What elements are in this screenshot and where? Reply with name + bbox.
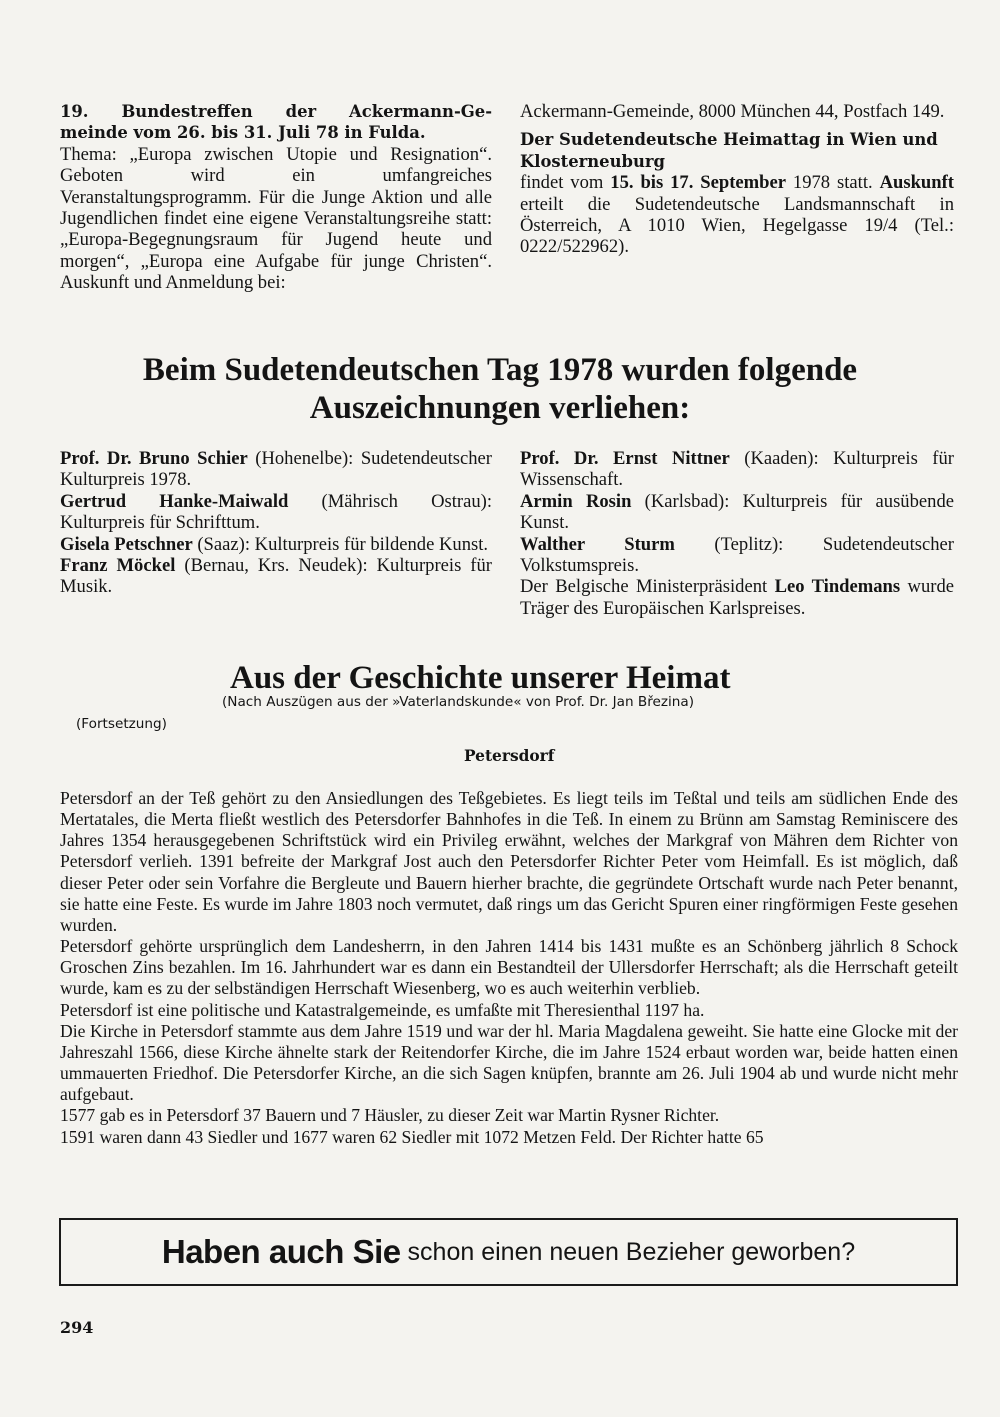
award-entry: Gisela Petschner (Saaz): Kulturpreis für bildende Kunst.	[60, 533, 489, 555]
continuation-label: (Fortsetzung)	[76, 716, 167, 732]
subscriber-banner	[59, 1218, 958, 1286]
article-paragraph: Petersdorf ist eine politische und Katastralgemeinde, es umfaßte mit Theresienthal 1197 ha.	[60, 999, 705, 1020]
awards-headline: Beim Sudetendeutschen Tag 1978 wurden folgende Auszeichnungen verliehen:	[142, 352, 858, 426]
awards-list-left	[60, 448, 492, 598]
article-paragraph: Die Kirche in Petersdorf stammte aus dem Jahre 1519 und war der hl. Maria Magdalena geweiht. Sie hatte eine Glocke mit der Jahreszahl 1566, diese Kirche ähnelte stark der Reitendorfer Kirche, die im Jahre 1524 erbaut worden war, beide hatten einen ummauerten Friedhof. Die Petersdorfer Kirche, an die sich Sagen knüpfen, brannte am 26. Juli 1904 ab und wurde nicht mehr aufgebaut.	[60, 1020, 958, 1105]
banner-regular-text: schon einen neuen Bezieher geworben?	[400, 1237, 856, 1266]
article-paragraph: Petersdorf gehörte ursprünglich dem Landesherrn, in den Jahren 1414 bis 1431 mußte es an Schönberg jährlich 8 Schock Groschen Zins bezahlen. Im 16. Jahrhundert war es dann ein Bestandteil der Ullersdorfer Herrschaft; als die Herrschaft geteilt wurde, kam es zu der selbständigen Herrschaft Wiesenberg, wo es auch weiterhin verblieb.	[60, 936, 958, 999]
article-paragraph: Petersdorf an der Teß gehört zu den Ansiedlungen des Teßgebietes. Es liegt teils im Teßtal und teils am südlichen Ende des Mertatales, die Merta fließt westlich des Petersdorfer Bahnhofes in die Teß. In einem zu Brünn am Samstag Reminiscere des Jahres 1354 herausgegebenen Schriftstück wird ein Privileg erwähnt, welches der Markgraf von Mähren dem Richter von Petersdorf verlieh. 1391 befreite der Markgraf Jost auch den Petersdorfer Richter Peter vom Heimfall. Es ist möglich, daß dieser Peter oder sein Vorfahre die Bergleute und Bauern hierher brachte, die gegründete Ortschaft wurde nach Peter benannt, sie hatte eine Feste. Es wurde im Jahre 1803 noch vermutet, daß rings um das Gericht Spuren einer ringförmigen Feste gesehen wurden.	[60, 788, 958, 935]
history-title: Aus der Geschichte unserer Heimat	[230, 660, 731, 696]
event-text-fulda: Thema: „Europa zwischen Utopie und Resignation“. Geboten wird ein umfangreiches Veranstaltungsprogramm. Für die Junge Aktion und alle Jugendlichen findet eine eigene Veranstaltungsreihe statt: „Europa-Begegnungsraum für Jugend heute und morgen“, „Europa eine Aufgabe für junge Christen“. Auskunft und Anmeldung bei:	[60, 143, 492, 294]
article-paragraph: 1591 waren dann 43 Siedler und 1677 waren 62 Siedler mit 1072 Metzen Feld. Der Richter hatte 65	[60, 1126, 764, 1147]
event-notice-vienna	[520, 101, 954, 258]
auskunft-label: Auskunft	[879, 172, 954, 194]
award-entry: Franz Möckel (Bernau, Krs. Neudek): Kulturpreis für Musik.	[60, 555, 492, 598]
section-title-petersdorf: Petersdorf	[464, 747, 555, 765]
awards-list-right	[520, 448, 954, 619]
page-number: 294	[60, 1318, 94, 1337]
banner-bold-text: Haben auch Sie	[161, 1233, 401, 1270]
event-dates: 15. bis 17. September	[610, 172, 786, 194]
event-notice-fulda	[60, 101, 492, 294]
event-text-vienna: findet vom 15. bis 17. September 1978 statt. Auskunft erteilt die Sudetendeutsche Landsmannschaft in Österreich, A 1010 Wien, Hegelgasse 19/4 (Tel.: 0222/522962).	[520, 172, 954, 258]
event-heading-fulda: 19. Bundestreffen der Ackermann-Ge- meinde vom 26. bis 31. Juli 78 in Fulda.	[60, 102, 492, 143]
award-entry: Gertrud Hanke-Maiwald (Mährisch Ostrau): Kulturpreis für Schrifttum.	[60, 490, 492, 534]
ackermann-address: Ackermann-Gemeinde, 8000 München 44, Postfach 149.	[520, 101, 945, 122]
karlspreis-note: Der Belgische Ministerpräsident Leo Tindemans wurde Träger des Europäischen Karlspreises.	[520, 576, 954, 619]
article-paragraph: 1577 gab es in Petersdorf 37 Bauern und 7 Häusler, zu dieser Zeit war Martin Rysner Richter.	[60, 1105, 720, 1126]
history-subtitle: (Nach Auszügen aus der »Vaterlandskunde« von Prof. Dr. Jan Březina)	[222, 694, 695, 710]
event-heading-vienna: Der Sudetendeutsche Heimattag in Wien und Klosterneuburg	[520, 130, 938, 171]
award-entry: Walther Sturm (Teplitz): Sudetendeutscher Volkstumspreis.	[520, 533, 955, 577]
petersdorf-article	[60, 788, 958, 1148]
award-entry: Prof. Dr. Bruno Schier (Hohenelbe): Sudetendeutscher Kulturpreis 1978.	[60, 448, 492, 491]
award-entry: Prof. Dr. Ernst Nittner (Kaaden): Kulturpreis für Wissenschaft.	[520, 448, 954, 491]
award-entry: Armin Rosin (Karlsbad): Kulturpreis für ausübende Kunst.	[520, 490, 954, 534]
